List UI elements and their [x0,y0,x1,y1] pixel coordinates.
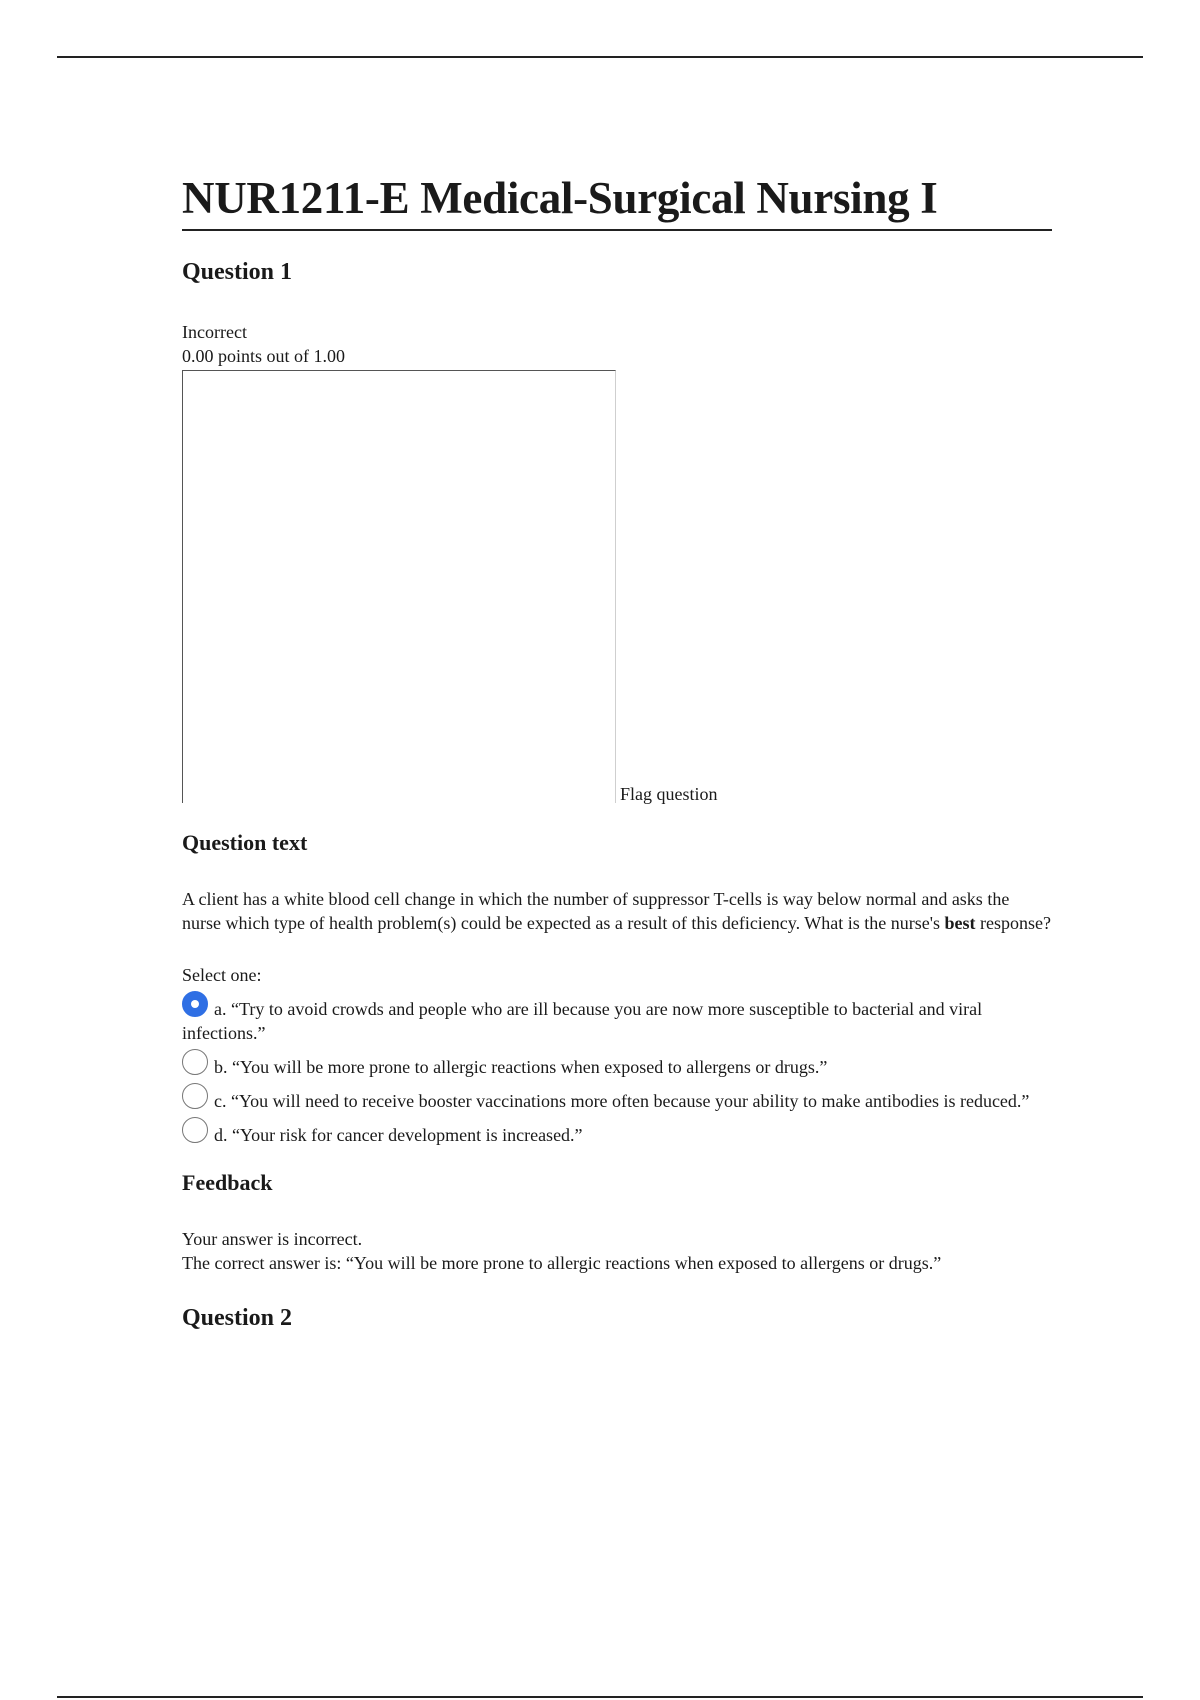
flag-question-link[interactable]: Flag question [620,784,718,804]
answer-option-label: b. “You will be more prone to allergic reactions when exposed to allergens or drugs.” [214,1057,828,1077]
feedback-correct-answer: The correct answer is: “You will be more prone to allergic reactions when exposed to allergens or drugs.” [182,1253,942,1273]
answer-option-d[interactable] [182,1117,1052,1147]
question-text [182,887,1052,935]
question-state: Incorrect [182,322,247,342]
flag-icon[interactable] [182,370,616,803]
answer-option-label: d. “Your risk for cancer development is increased.” [214,1125,583,1145]
answer-option-label: a. “Try to avoid crowds and people who are ill because you are now more susceptible to bacterial and viral infections.” [182,999,983,1043]
feedback-text [182,1227,1052,1275]
question-1-heading: Question 1 [182,259,293,285]
question-text-heading: Question text [182,830,308,855]
answer-options [182,991,1052,1147]
question-2-heading: Question 2 [182,1305,293,1331]
radio-icon[interactable] [182,1049,208,1075]
feedback-heading: Feedback [182,1170,273,1195]
answer-option-label: c. “You will need to receive booster vaccinations more often because your ability to make antibodies is reduced.” [214,1091,1030,1111]
question-grade: 0.00 points out of 1.00 [182,346,346,366]
answer-option-a[interactable] [182,991,1052,1045]
flag-question-row [182,370,1052,803]
question-text-part: response? [975,913,1051,933]
feedback-result: Your answer is incorrect. [182,1229,363,1249]
question-text-part: A client has a white blood cell change in which the number of suppressor T-cells is way below normal and asks the nurse which type of health problem(s) could be expected as a result of this deficiency. What is the nurse's [182,889,1010,933]
radio-icon[interactable] [182,1083,208,1109]
answer-option-c[interactable] [182,1083,1052,1113]
page-bottom-rule [57,1696,1143,1698]
select-one-prompt: Select one: [182,965,262,985]
question-1-info [182,320,1052,368]
radio-icon[interactable] [182,1117,208,1143]
answer-option-b[interactable] [182,1049,1052,1079]
page-top-rule [57,56,1143,58]
quiz-content [182,170,1052,1333]
radio-selected-icon[interactable] [182,991,208,1017]
question-text-emphasis: best [944,913,976,933]
page-title: NUR1211-E Medical-Surgical Nursing I [182,170,1052,231]
